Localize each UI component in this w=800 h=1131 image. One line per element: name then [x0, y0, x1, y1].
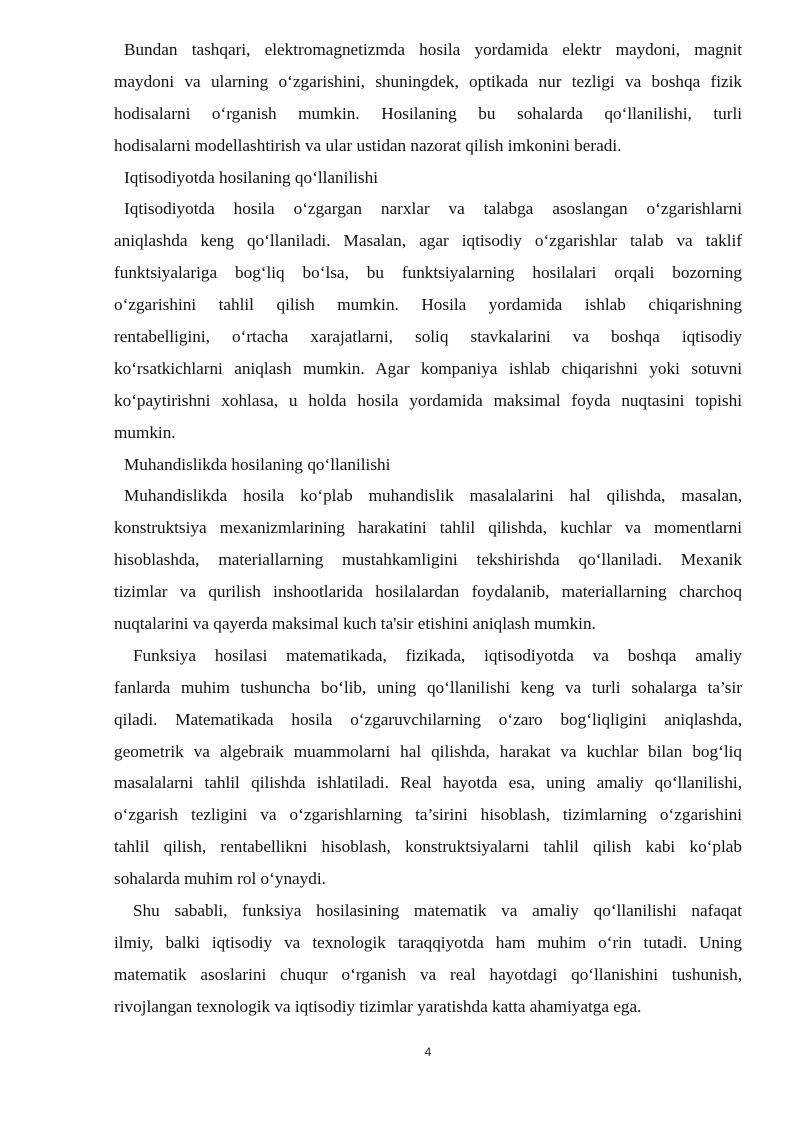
- text-line: funktsiyalariga bog‘liq bo‘lsa, bu funktsiyalarning hosilalari orqali bozorning: [114, 263, 742, 283]
- text-line: tizimlar va qurilish inshootlarida hosilalardan foydalanib, materiallarning charchoq: [114, 582, 742, 602]
- text-line: sohalarda muhim rol o‘ynaydi.: [114, 869, 326, 889]
- text-line: maydoni va ularning o‘zgarishini, shuningdek, optikada nur tezligi va boshqa fizik: [114, 71, 742, 91]
- text-line: konstruktsiya mexanizmlarining harakatini tahlil qilishda, kuchlar va momentlarni: [114, 518, 742, 538]
- text-line: o‘zgarish tezligini va o‘zgarishlarning ta’sirini hisoblash, tizimlarning o‘zgarishini: [114, 805, 742, 825]
- text-line: ko‘paytirishni xohlasa, u holda hosila yordamida maksimal foyda nuqtasini topishi: [114, 390, 742, 410]
- text-line: hodisalarni o‘rganish mumkin. Hosilaning bu sohalarda qo‘llanilishi, turli: [114, 103, 742, 123]
- text-line: aniqlashda keng qo‘llaniladi. Masalan, agar iqtisodiy o‘zgarishlar talab va taklif: [114, 231, 742, 251]
- text-line: hodisalarni modellashtirish va ular ustidan nazorat qilish imkonini beradi.: [114, 135, 622, 155]
- paragraph-electromagnetism: [114, 34, 742, 162]
- text-line: Muhandislikda hosila ko‘plab muhandislik masalalarini hal qilishda, masalan,: [124, 486, 742, 506]
- document-page: [114, 34, 742, 1023]
- text-line: o‘zgarishini tahlil qilish mumkin. Hosila yordamida ishlab chiqarishning: [114, 295, 742, 315]
- text-line: rentabelligini, o‘rtacha xarajatlarni, soliq stavkalarini va boshqa iqtisodiy: [114, 327, 742, 347]
- text-line: Shu sababli, funksiya hosilasining matematik va amaliy qo‘llanilishi nafaqat: [133, 901, 742, 921]
- text-line: nuqtalarini va qayerda maksimal kuch ta'sir etishini aniqlash mumkin.: [114, 614, 596, 634]
- text-line: mumkin.: [114, 422, 176, 442]
- page-number: 4: [424, 1045, 432, 1059]
- paragraph-economics: [114, 193, 742, 448]
- text-line: ilmiy, balki iqtisodiy va texnologik taraqqiyotda ham muhim o‘rin tutadi. Uning: [114, 932, 742, 952]
- text-line: qiladi. Matematikada hosila o‘zgaruvchilarning o‘zaro bog‘liqligini aniqlashda,: [114, 709, 742, 729]
- text-line: rivojlangan texnologik va iqtisodiy tizimlar yaratishda katta ahamiyatga ega.: [114, 996, 642, 1016]
- text-line: tahlil qilish, rentabellikni hisoblash, konstruktsiyalarni tahlil qilish kabi ko‘plab: [114, 837, 742, 857]
- text-line: hisoblashda, materiallarning mustahkamligini tekshirishda qo‘llaniladi. Mexanik: [114, 550, 742, 570]
- paragraph-conclusion: [114, 895, 742, 1023]
- text-line: fanlarda muhim tushuncha bo‘lib, uning qo‘llanilishi keng va turli sohalarga ta’sir: [114, 677, 742, 697]
- text-line: Funksiya hosilasi matematikada, fizikada, iqtisodiyotda va boshqa amaliy: [133, 645, 742, 665]
- section-heading-engineering: Muhandislikda hosilaning qo‘llanilishi: [124, 454, 391, 474]
- text-line: Iqtisodiyotda hosila o‘zgargan narxlar va talabga asoslangan o‘zgarishlarni: [124, 199, 742, 219]
- text-line: ko‘rsatkichlarni aniqlash mumkin. Agar kompaniya ishlab chiqarishni yoki sotuvni: [114, 358, 742, 378]
- paragraph-summary: [114, 640, 742, 895]
- text-line: matematik asoslarini chuqur o‘rganish va real hayotdagi qo‘llanishini tushunish,: [114, 964, 742, 984]
- section-heading-economics: Iqtisodiyotda hosilaning qo‘llanilishi: [124, 167, 378, 187]
- paragraph-engineering: [114, 480, 742, 639]
- text-line: Bundan tashqari, elektromagnetizmda hosila yordamida elektr maydoni, magnit: [124, 40, 742, 59]
- text-line: geometrik va algebraik muammolarni hal qilishda, harakat va kuchlar bilan bog‘liq: [114, 741, 742, 761]
- text-line: masalalarni tahlil qilishda ishlatiladi. Real hayotda esa, uning amaliy qo‘llanilishi,: [114, 773, 742, 793]
